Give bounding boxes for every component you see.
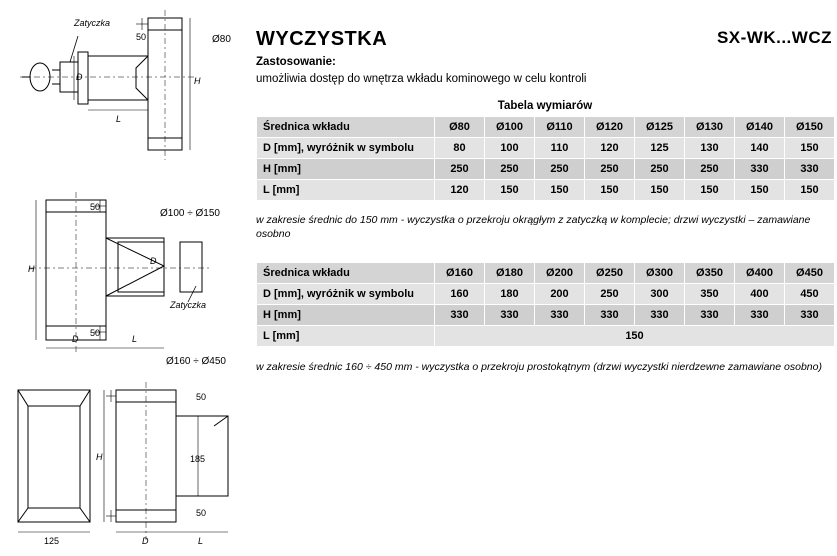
drawing2-label-d-branch: D [150,256,157,266]
table-row [257,263,835,284]
table-row [257,159,835,180]
cell: 250 [585,159,635,180]
application-description: umożliwia dostęp do wnętrza wkładu kominowego w celu kontroli [256,73,587,85]
cell: 250 [535,159,585,180]
drawing-diameter-80 [0,0,248,180]
table-row [257,326,835,347]
cell: Ø120 [585,117,635,138]
cell: 400 [735,284,785,305]
drawing3-label-h: H [96,452,103,462]
technical-drawings-column [0,0,248,556]
drawing1-label-l: L [116,114,122,124]
cell: 200 [535,284,585,305]
cell: 110 [535,138,585,159]
row-label: D [mm], wyróżnik w symbolu [257,138,435,159]
cell: 330 [635,305,685,326]
drawing2-label-50-top: 50 [90,202,101,212]
drawing2-label-d: D [72,334,79,344]
cell: Ø100 [485,117,535,138]
table-caption: Tabela wymiarów [497,100,593,112]
drawing1-label-h: H [194,76,201,86]
cell: Ø150 [785,117,835,138]
product-code: SX-WK...WCZ [716,28,832,47]
dimensions-table-2-wrapper [256,262,835,347]
row-label: L [mm] [257,326,435,347]
cell: Ø180 [485,263,535,284]
table-row [257,284,835,305]
dimensions-table-1-wrapper [256,116,835,201]
drawing2-label-50-bottom: 50 [90,328,101,338]
cell: 150 [685,180,735,201]
cell: 250 [585,284,635,305]
drawing2-label-h: H [28,264,35,274]
page-title: WYCZYSTKA [256,28,388,50]
cell: Ø80 [435,117,485,138]
cell: Ø400 [735,263,785,284]
cell: Ø110 [535,117,585,138]
drawing3-label-50-top: 50 [196,392,207,402]
drawing-diameter-160-450 [0,370,248,556]
cell: 140 [735,138,785,159]
drawing3-label-185: 185 [190,454,206,464]
row-label: H [mm] [257,305,435,326]
drawing2-label-zatyczka: Zatyczka [170,300,207,310]
drawing3-label-125: 125 [44,536,60,546]
cell: Ø160 [435,263,485,284]
cell: 250 [635,159,685,180]
cell: 150 [485,180,535,201]
cell: 330 [435,305,485,326]
cell: 330 [785,305,835,326]
row-label: H [mm] [257,159,435,180]
drawing1-label-d: D [76,72,83,82]
cell: 450 [785,284,835,305]
cell: 100 [485,138,535,159]
cell: Ø250 [585,263,635,284]
cell: 300 [635,284,685,305]
cell: 330 [485,305,535,326]
cell: Ø300 [635,263,685,284]
drawing1-label-50: 50 [136,32,147,42]
cell: 150 [735,180,785,201]
table-row [257,305,835,326]
cell: 125 [635,138,685,159]
cell: 330 [735,159,785,180]
cell: 150 [785,138,835,159]
cell: Ø450 [785,263,835,284]
cell: 330 [735,305,785,326]
cell: 160 [435,284,485,305]
cell: 250 [435,159,485,180]
cell: 330 [785,159,835,180]
cell: Ø140 [735,117,785,138]
dimensions-table-2 [256,262,835,347]
dimensions-table-1 [256,116,835,201]
cell: 120 [585,138,635,159]
row-label: L [mm] [257,180,435,201]
cell: 250 [485,159,535,180]
drawing1-label-zatyczka: Zatyczka [74,18,111,28]
drawing2-label-l: L [132,334,138,344]
note-2: w zakresie średnic 160 ÷ 450 mm - wyczystka o przekroju prostokątnym (drzwi wyczystki nierdzewne zamawiane osobno) [256,361,822,373]
table-row [257,180,835,201]
cell: Ø200 [535,263,585,284]
drawing3-label-50-bottom: 50 [196,508,207,518]
cell: Ø350 [685,263,735,284]
cell: 250 [685,159,735,180]
cell: 180 [485,284,535,305]
row-label: Średnica wkładu [257,117,435,138]
cell: 330 [685,305,735,326]
cell: Ø125 [635,117,685,138]
drawing-diameter-100-150 [0,180,248,355]
drawing3-label-d: D [142,536,149,546]
drawing3-label-l: L [198,536,204,546]
cell: 150 [785,180,835,201]
row-label: Średnica wkładu [257,263,435,284]
table-row [257,138,835,159]
cell-merged: 150 [435,326,835,347]
cell: 130 [685,138,735,159]
drawing3-caption: Ø160 ÷ Ø450 [166,356,226,367]
cell: 120 [435,180,485,201]
cell: 350 [685,284,735,305]
drawing2-caption: Ø100 ÷ Ø150 [160,208,220,219]
cell: 330 [535,305,585,326]
cell: 150 [635,180,685,201]
cell: 80 [435,138,485,159]
drawing1-caption: Ø80 [212,34,231,45]
row-label: D [mm], wyróżnik w symbolu [257,284,435,305]
cell: Ø130 [685,117,735,138]
cell: 150 [585,180,635,201]
cell: 330 [585,305,635,326]
application-heading: Zastosowanie: [256,56,336,68]
cell: 150 [535,180,585,201]
table-row [257,117,835,138]
note-1: w zakresie średnic do 150 mm - wyczystka o przekroju okrągłym z zatyczką w komplecie; drzwi wyczystki – zamawiane osobno [256,214,811,241]
